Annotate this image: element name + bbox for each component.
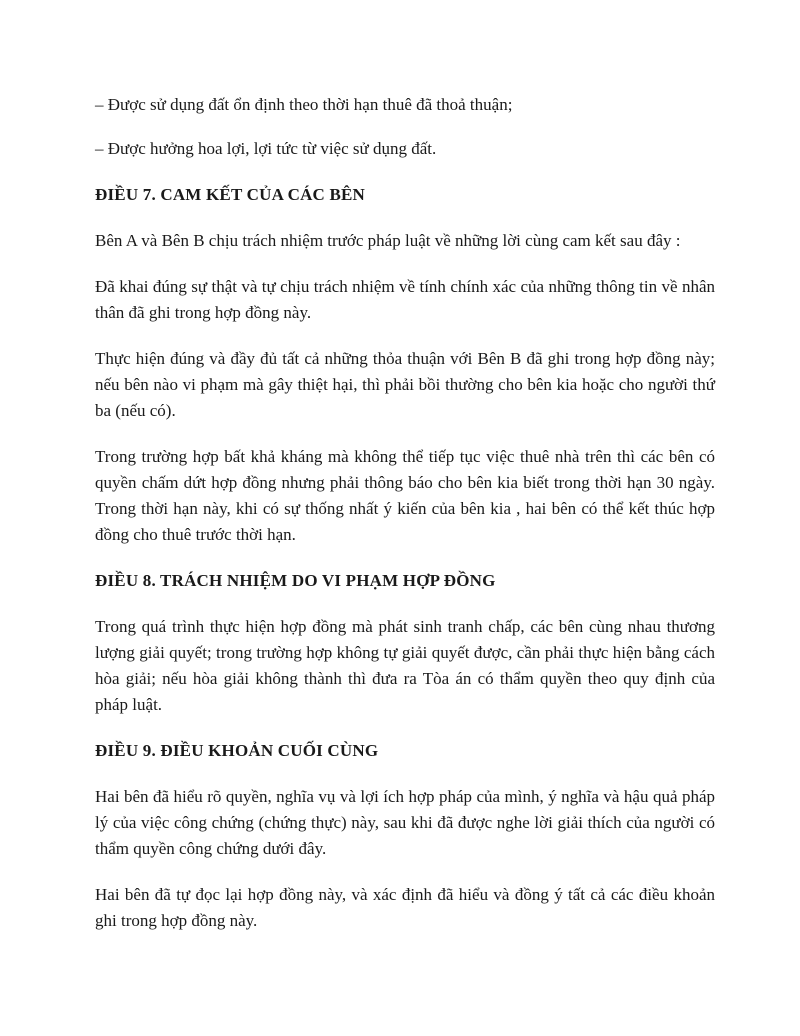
article-7-paragraph: Thực hiện đúng và đầy đủ tất cả những thỏa thuận với Bên B đã ghi trong hợp đồng này; nếu bên nào vi phạm mà gây thiệt hại, thì phải bồi thường cho bên kia hoặc cho người thứ ba (nếu có).: [95, 349, 715, 420]
article-9-paragraph: Hai bên đã tự đọc lại hợp đồng này, và xác định đã hiểu và đồng ý tất cả các điều khoản ghi trong hợp đồng này.: [95, 885, 715, 930]
document-page: [95, 92, 715, 934]
article-7-paragraph: Bên A và Bên B chịu trách nhiệm trước pháp luật về những lời cùng cam kết sau đây :: [95, 231, 681, 250]
article-9-paragraph: Hai bên đã hiểu rõ quyền, nghĩa vụ và lợi ích hợp pháp của mình, ý nghĩa và hậu quả pháp lý của việc công chứng (chứng thực) này, sau khi đã được nghe lời giải thích của người có thẩm quyền công chứng dưới đây.: [95, 787, 715, 858]
article-7-heading: ĐIỀU 7. CAM KẾT CỦA CÁC BÊN: [95, 185, 366, 204]
article-9-heading: ĐIỀU 9. ĐIỀU KHOẢN CUỐI CÙNG: [95, 741, 379, 760]
article-7-paragraph: Trong trường hợp bất khả kháng mà không thể tiếp tục việc thuê nhà trên thì các bên có quyền chấm dứt hợp đồng nhưng phải thông báo cho bên kia biết trong thời hạn 30 ngày. Trong thời hạn này, khi có sự thống nhất ý kiến của bên kia , hai bên có thể kết thúc hợp đồng cho thuê trước thời hạn.: [95, 447, 715, 544]
article-8-paragraph: Trong quá trình thực hiện hợp đồng mà phát sinh tranh chấp, các bên cùng nhau thương lượng giải quyết; trong trường hợp không tự giải quyết được, cần phải thực hiện bằng cách hòa giải; nếu hòa giải không thành thì đưa ra Tòa án có thẩm quyền theo quy định của pháp luật.: [95, 617, 715, 714]
bullet-item: – Được sử dụng đất ổn định theo thời hạn thuê đã thoả thuận;: [95, 95, 513, 114]
article-8-heading: ĐIỀU 8. TRÁCH NHIỆM DO VI PHẠM HỢP ĐỒNG: [95, 571, 496, 590]
article-7-paragraph: Đã khai đúng sự thật và tự chịu trách nhiệm về tính chính xác của những thông tin về nhân thân đã ghi trong hợp đồng này.: [95, 277, 715, 322]
bullet-item: – Được hưởng hoa lợi, lợi tức từ việc sử dụng đất.: [95, 139, 437, 158]
